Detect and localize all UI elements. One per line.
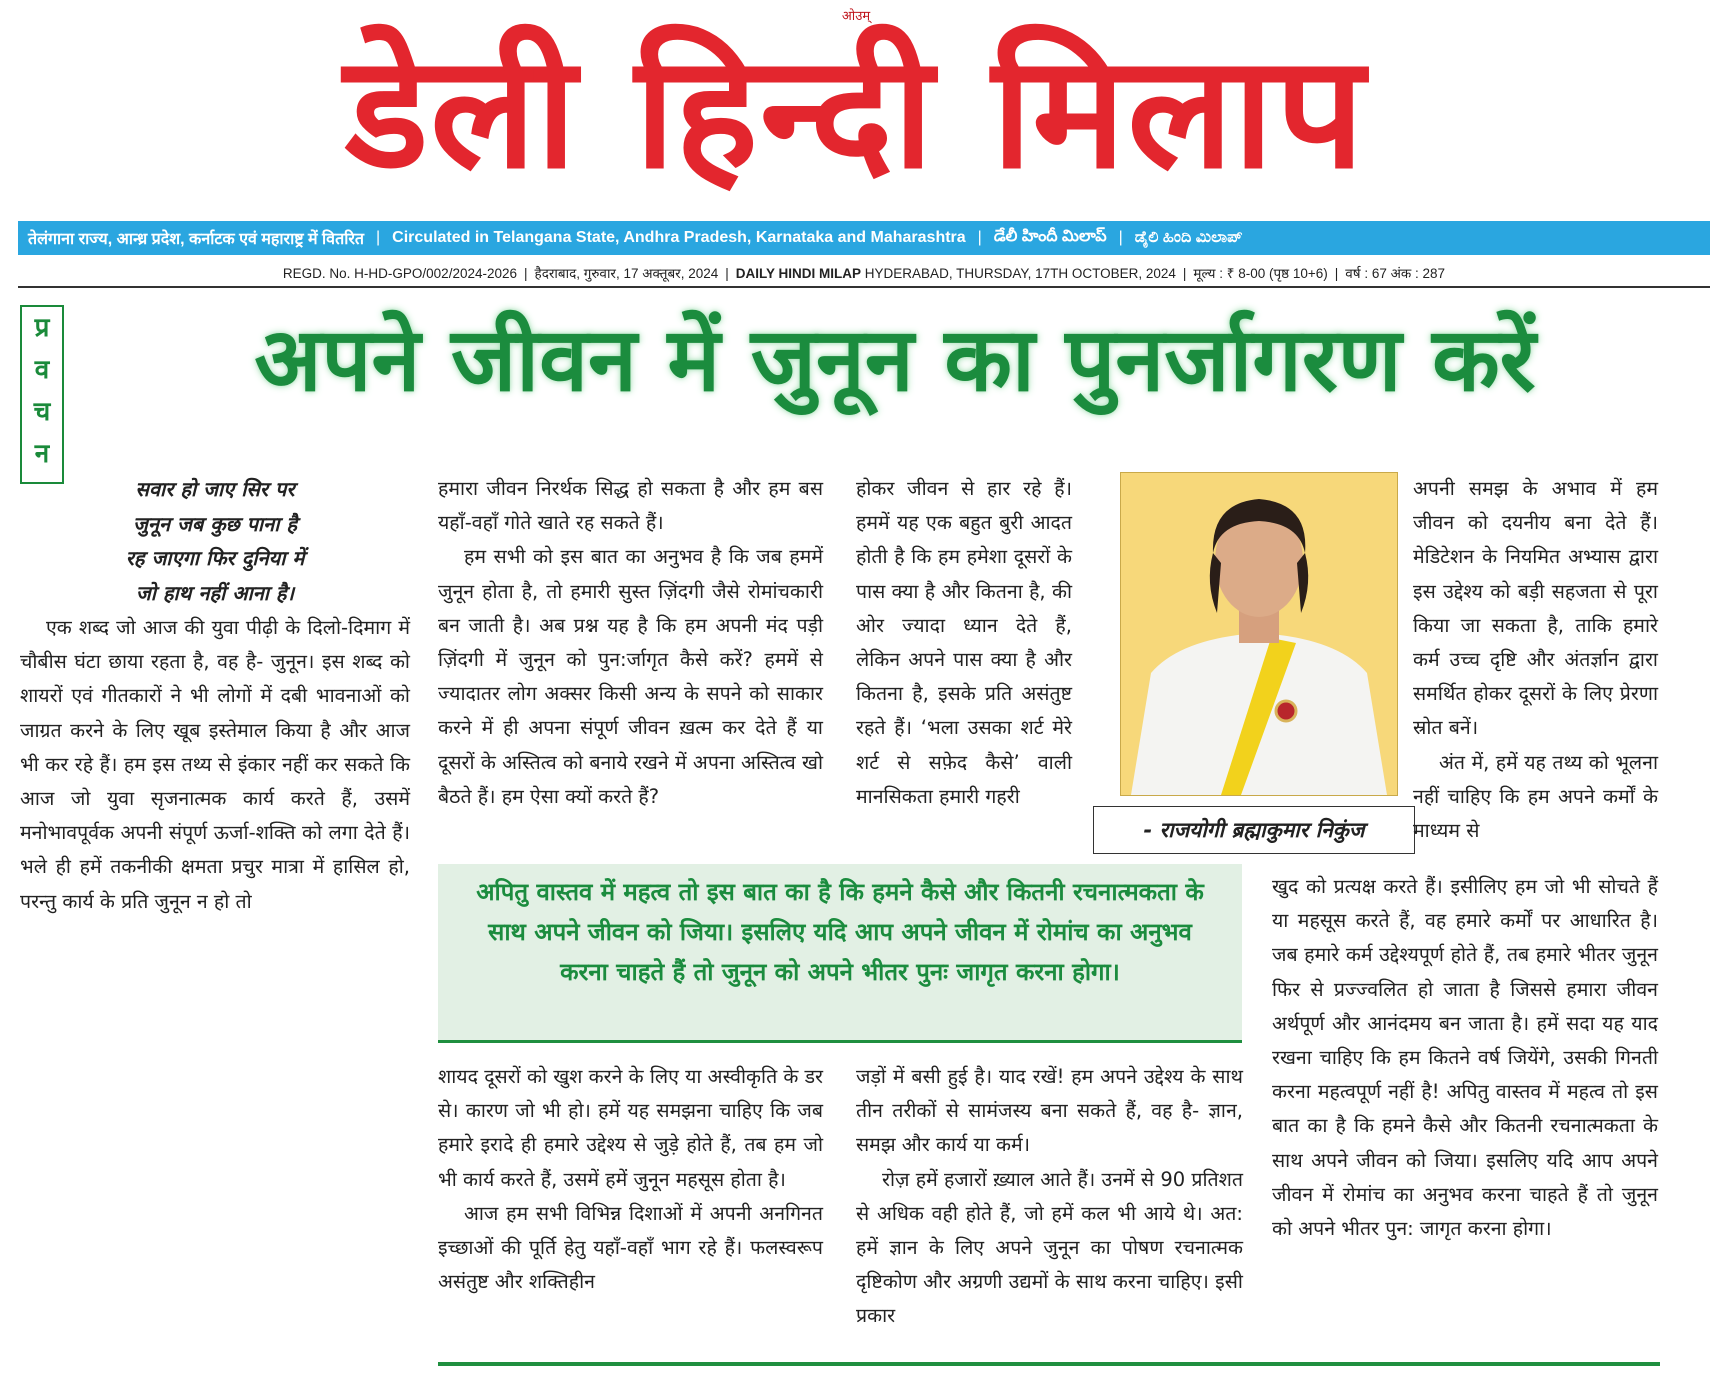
- poem-line: सवार हो जाए सिर पर: [135, 477, 295, 501]
- pull-quote-box: [438, 864, 1242, 1043]
- article-column-4: [1413, 472, 1658, 848]
- paragraph: अंत में, हमें यह तथ्य को भूलना नहीं चाहिए कि हम अपने कर्मों के माध्यम से: [1413, 750, 1658, 843]
- price: मूल्य : ₹ 8-00 (पृष्ठ 10+6): [1193, 266, 1328, 281]
- author-photo: [1120, 472, 1398, 796]
- circulation-english: Circulated in Telangana State, Andhra Pradesh, Karnataka and Maharashtra: [392, 229, 966, 246]
- poem-line: जो हाथ नहीं आना है।: [135, 580, 295, 605]
- masthead-kannada: ಡೈಲಿ ಹಿಂದಿ ಮಿಲಾಪ್: [1134, 229, 1243, 246]
- section-label-letter: न: [34, 439, 50, 469]
- registration-dateline: REGD. No. H-HD-GPO/002/2024-2026 | हैदराबाद, गुरुवार, 17 अक्तूबर, 2024 | DAILY HINDI MILAP HYDERABAD, THURSDAY, 17TH OCTOBER, 2024 | मूल्य : ₹ 8-00 (पृष्ठ 10+6) | वर्ष : 67 अंक : 287: [18, 260, 1710, 288]
- opening-poem: [20, 472, 410, 610]
- article-headline: अपने जीवन में जुनून का पुनर्जागरण करें: [254, 308, 1536, 411]
- volume-issue: वर्ष : 67 अंक : 287: [1345, 266, 1446, 281]
- section-label-letter: व: [34, 355, 50, 385]
- paragraph: जड़ों में बसी हुई है। याद रखें! हम अपने उद्देश्य के साथ तीन तरीकों से सामंजस्य बना सकते हैं, वह है- ज्ञान, समझ और कार्य या कर्म।: [856, 1065, 1243, 1157]
- poem-line: जुनून जब कुछ पाना है: [133, 511, 297, 536]
- section-label-letter: च: [33, 397, 51, 427]
- english-dateline: HYDERABAD, THURSDAY, 17TH OCTOBER, 2024: [864, 265, 1176, 281]
- article-column-2-continued: [438, 1060, 823, 1299]
- section-label-letter: प्र: [34, 313, 50, 343]
- article-column-4-continued: [1272, 870, 1658, 1246]
- section-label-pravachan: [20, 305, 64, 484]
- masthead-telugu: డేలీ హిందీ మిలాప్: [993, 228, 1107, 245]
- pull-quote-text: अपितु वास्तव में महत्व तो इस बात का है कि हमने कैसे और कितनी रचनात्मकता के साथ अपने जीवन को जिया। इसलिए यदि आप अपने जीवन में रोमांच का अनुभव करना चाहते हैं तो जुनून को अपने भीतर पुनः जागृत करना होगा।: [476, 878, 1204, 986]
- circulation-bar: तेलंगाना राज्य, आन्ध्र प्रदेश, कर्नाटक एवं महाराष्ट्र में वितरित | Circulated in Telangana State, Andhra Pradesh, Karnataka and Maharashtra | డేలీ హిందీ మిలాప్ | ಡೈಲಿ ಹಿಂದಿ ಮಿಲಾಪ್: [18, 221, 1710, 255]
- bottom-divider: [438, 1362, 1660, 1366]
- paragraph: अपनी समझ के अभाव में हम जीवन को दयनीय बना देते हैं। मेडिटेशन के नियमित अभ्यास द्वारा इस उद्देश्य को बड़ी सहजता से पूरा किया जा सकता है, ताकि हमारे कर्म उच्च दृष्टि और अंतर्ज्ञान द्वारा समर्थित होकर दूसरों के लिए प्रेरणा स्रोत बनें।: [1413, 477, 1658, 740]
- article-column-3-continued: [856, 1060, 1243, 1334]
- paragraph: रोज़ हमें हजारों ख़्याल आते हैं। उनमें से 90 प्रतिशत से अधिक वही होते हैं, जो हमें कल भी आये थे। अत: हमें ज्ञान के लिए अपने जुनून का पोषण रचनात्मक दृष्टिकोण और अग्रणी उद्यमों के साथ करना चाहिए। इसी प्रकार: [856, 1167, 1243, 1328]
- paragraph: होकर जीवन से हार रहे हैं। हममें यह एक बहुत बुरी आदत होती है कि हम हमेशा दूसरों के पास क्या है और कितना है, की ओर ज्यादा ध्यान देते हैं, लेकिन अपने पास क्या है और कितना है, इसके प्रति असंतुष्ट रहते हैं। ‘भला उसका शर्ट मेरे शर्ट से सफ़ेद कैसे’ वाली मानसिकता हमारी गहरी: [856, 477, 1072, 808]
- newspaper-masthead: डेली हिन्दी मिलाप: [344, 21, 1367, 203]
- author-caption: - राजयोगी ब्रह्माकुमार निकुंज: [1093, 806, 1415, 854]
- article-column-3: [856, 472, 1072, 814]
- paragraph: हम सभी को इस बात का अनुभव है कि जब हममें जुनून होता है, तो हमारी सुस्त ज़िंदगी जैसे रोमांचकारी बन जाती है। अब प्रश्न यह है कि हम अपनी मंद पड़ी ज़िंदगी में जुनून को पुन:र्जागृत कैसे करें? हममें से ज्यादातर लोग अक्सर किसी अन्य के सपने को साकार करने में ही अपना संपूर्ण जीवन ख़त्म कर देते हैं या दूसरों के अस्तित्व को बनाये रखने में अपना अस्तित्व खो बैठते हैं। हम ऐसा क्यों करते हैं?: [438, 545, 823, 808]
- article-column-1: [20, 611, 410, 919]
- paragraph: आज हम सभी विभिन्न दिशाओं में अपनी अनगिनत इच्छाओं की पूर्ति हेतु यहाँ-वहाँ भाग रहे हैं। फलस्वरूप असंतुष्ट और शक्तिहीन: [438, 1201, 823, 1294]
- hindi-dateline: हैदराबाद, गुरुवार, 17 अक्तूबर, 2024: [534, 266, 719, 281]
- circulation-hindi: तेलंगाना राज्य, आन्ध्र प्रदेश, कर्नाटक एवं महाराष्ट्र में वितरित: [28, 231, 365, 248]
- article-column-2: [438, 472, 823, 814]
- poem-line: रह जाएगा फिर दुनिया में: [125, 546, 305, 570]
- paragraph: खुद को प्रत्यक्ष करते हैं। इसीलिए हम जो भी सोचते हैं या महसूस करते हैं, वह हमारे कर्मों पर आधारित है। जब हमारे कर्म उद्देश्यपूर्ण होते हैं, तब हमारे भीतर जुनून फिर से प्रज्ज्वलित हो जाता है जिससे हमारा जीवन अर्थपूर्ण और आनंदमय बन जाता है। हमें सदा यह याद रखना चाहिए कि हम कितने वर्ष जियेंगे, उसकी गिनती करना महत्वपूर्ण नहीं है! अपितु वास्तव में महत्व तो इस बात का है कि हमने कैसे और कितनी रचनात्मकता के साथ अपने जीवन को जिया। इसलिए यदि आप अपने जीवन में रोमांच का अनुभव करना चाहते हैं तो जुनून को अपने भीतर पुन: जागृत करना होगा।: [1272, 875, 1658, 1241]
- paragraph: हमारा जीवन निरर्थक सिद्ध हो सकता है और हम बस यहाँ-वहाँ गोते खाते रह सकते हैं।: [438, 477, 823, 535]
- paragraph: शायद दूसरों को खुश करने के लिए या अस्वीकृति के डर से। कारण जो भी हो। हमें यह समझना चाहिए कि जब हमारे इरादे ही हमारे उद्देश्य से जुड़े होते हैं, तब हम जो भी कार्य करते हैं, उसमें हमें जुनून महसूस होता है।: [438, 1065, 823, 1191]
- regd-number: REGD. No. H-HD-GPO/002/2024-2026: [282, 265, 518, 281]
- author-portrait-illustration: [1121, 473, 1397, 795]
- om-symbol: ओउम्: [841, 9, 871, 24]
- paper-name-english: DAILY HINDI MILAP: [735, 265, 862, 281]
- paragraph: एक शब्द जो आज की युवा पीढ़ी के दिलो-दिमाग में चौबीस घंटा छाया रहता है, वह है- जुनून। इस शब्द को शायरों एवं गीतकारों ने भी लोगों में दबी भावनाओं को जाग्रत करने के लिए खूब इस्तेमाल किया है और आज भी कर रहे हैं। हम इस तथ्य से इंकार नहीं कर सकते कि आज जो युवा सृजनात्मक कार्य करते हैं, उसमें मनोभावपूर्वक अपनी संपूर्ण ऊर्जा-शक्ति को लगा देते हैं। भले ही हमें तकनीकी क्षमता प्रचुर मात्रा में हासिल हो, परन्तु कार्य के प्रति जुनून न हो तो: [20, 616, 410, 913]
